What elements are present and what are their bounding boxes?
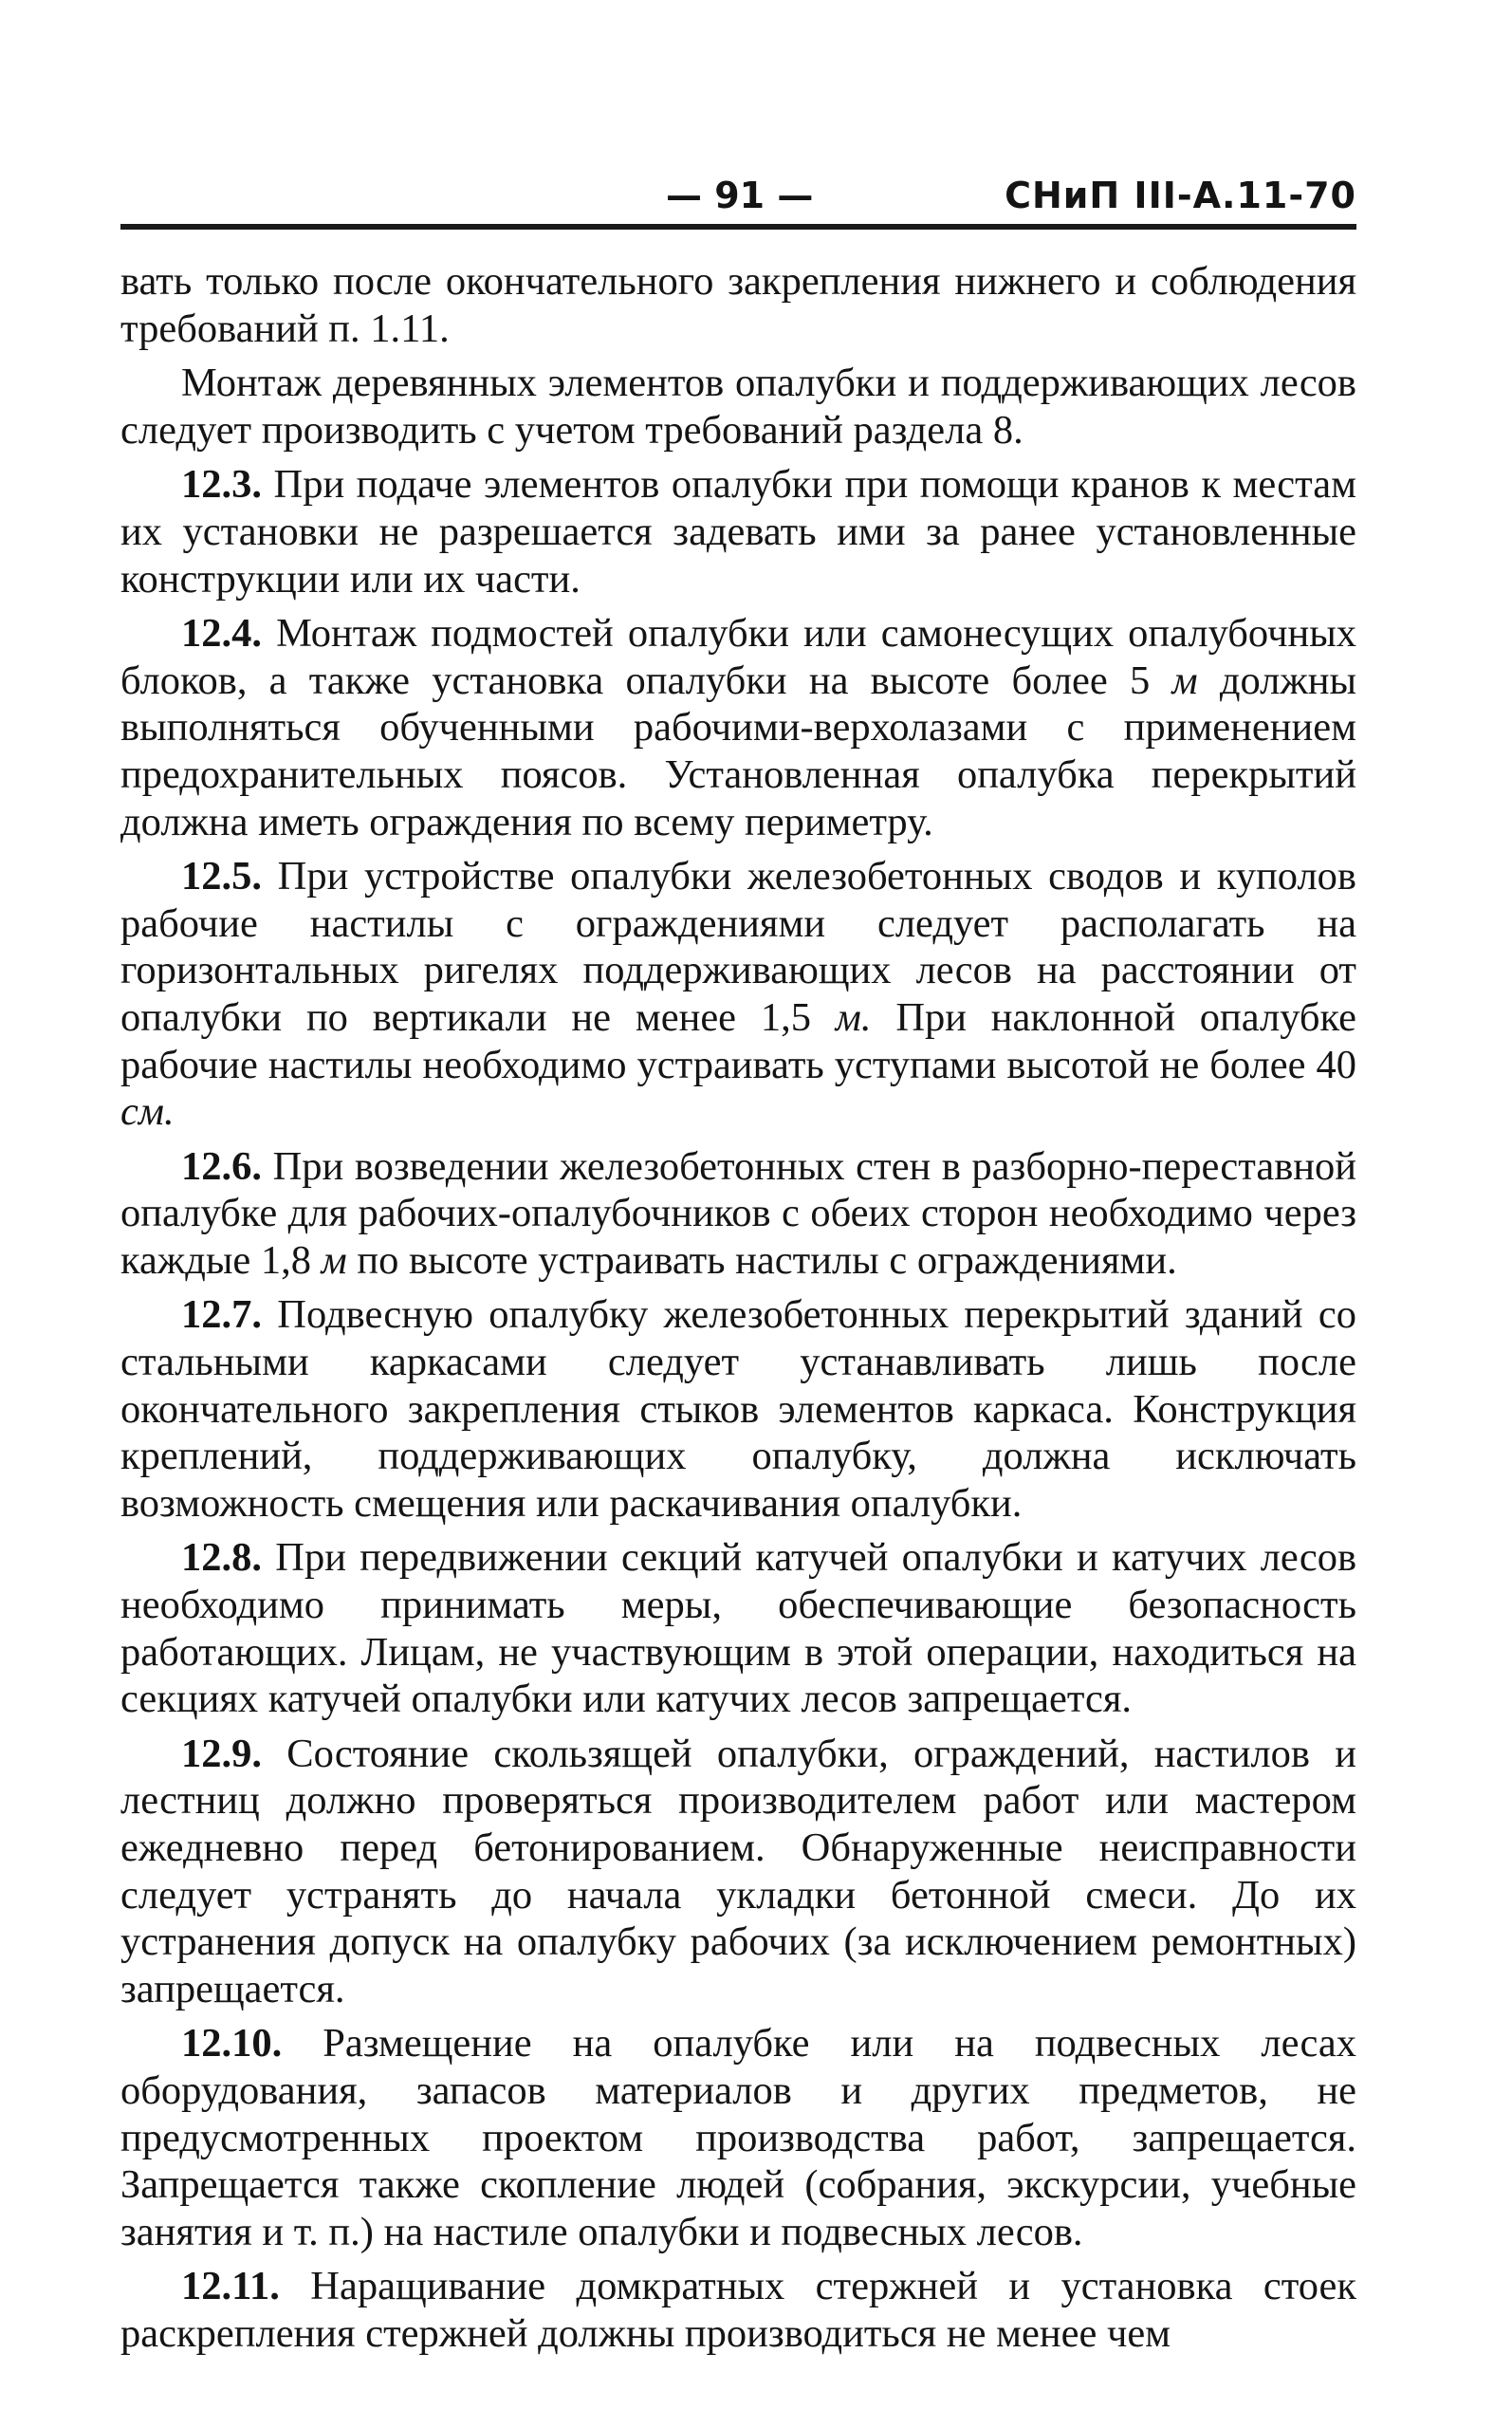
paragraph-12-9: 12.9. Состояние скользящей опалубки, ограждений, настилов и лестниц должно проверяться производителем работ или мастером ежедневно перед бетонированием. Обнаруженные неисправности следует устранять до начала укладки бетонной смеси. До их устранения допуск на опалубку рабочих (за исключением ремонтных) запрещается. <box>120 1731 1356 2011</box>
document-page <box>120 171 1356 2365</box>
unit-label: м <box>321 1237 347 1283</box>
paragraph-continuation: вать только после окончательного закрепления нижнего и соблюдения требований п. 1.11. <box>120 259 1356 351</box>
body-text <box>120 258 1356 2358</box>
paragraph-12-4: 12.4. Монтаж подмостей опалубки или самонесущих опалубочных блоков, а также установка опалубки на высоте более 5 м должны выполняться обученными рабочими-верхолазами с применением предохранительных поясов. Установленная опалубка перекрытий должна иметь ограждения по всему периметру. <box>120 611 1357 844</box>
clause-number: 12.7. <box>181 1292 262 1338</box>
paragraph-12-10: 12.10. Размещение на опалубке или на подвесных лесах оборудования, запасов материалов и других предметов, не предусмотренных проектом производства работ, запрещается. Запрещается также скопление людей (собрания, экскурсии, учебные занятия и т. п.) на настиле опалубки и подвесных лесов. <box>120 2021 1356 2254</box>
clause-number: 12.9. <box>181 1731 262 1776</box>
clause-number: 12.8. <box>181 1535 262 1581</box>
clause-number: 12.10. <box>181 2021 283 2066</box>
unit-label: см. <box>120 1089 175 1135</box>
paragraph-12-3: 12.3. При подаче элементов опалубки при помощи кранов к местам их установки не разрешается задевать ими за ранее установленные конструкции или их части. <box>120 462 1356 602</box>
page-number: — 91 — <box>666 175 814 216</box>
paragraph-12-6: 12.6. При возведении железобетонных стен в разборно-переставной опалубке для рабочих-опалубочников с обеих сторон необходимо через каждые 1,8 м по высоте устраивать настилы с ограждениями. <box>120 1143 1357 1283</box>
unit-label: м <box>1171 658 1198 703</box>
paragraph-12-5: 12.5. При устройстве опалубки железобетонных сводов и куполов рабочие настилы с ограждениями следует располагать на горизонтальных ригелях поддерживающих лесов на расстоянии от опалубки по вертикали не менее 1,5 м. При наклонной опалубке рабочие настилы необходимо устраивать уступами высотой не более 40 см. <box>120 854 1356 1135</box>
paragraph-mounting: Монтаж деревянных элементов опалубки и поддерживающих лесов следует производить с учетом требований раздела 8. <box>120 361 1356 453</box>
clause-number: 12.6. <box>181 1143 262 1189</box>
paragraph-12-11: 12.11. Наращивание домкратных стержней и установка стоек раскрепления стержней должны производиться не менее чем <box>120 2264 1356 2356</box>
clause-number: 12.3. <box>181 462 262 508</box>
document-code: СНиП III-А.11-70 <box>1005 175 1356 216</box>
paragraph-12-7: 12.7. Подвесную опалубку железобетонных перекрытий зданий со стальными каркасами следует устанавливать лишь после окончательного закрепления стыков элементов каркаса. Конструкция креплений, поддерживающих опалубку, должна исключать возможность смещения или раскачивания опалубки. <box>120 1292 1357 1526</box>
paragraph-12-8: 12.8. При передвижении секций катучей опалубки и катучих лесов необходимо принимать меры, обеспечивающие безопасность работающих. Лицам, не участвующим в этой операции, находиться на секциях катучей опалубки или катучих лесов запрещается. <box>120 1535 1357 1722</box>
clause-number: 12.5. <box>181 854 262 899</box>
unit-label: м. <box>835 994 872 1040</box>
clause-number: 12.4. <box>181 611 262 657</box>
clause-number: 12.11. <box>181 2264 280 2309</box>
page-header <box>120 171 1356 230</box>
